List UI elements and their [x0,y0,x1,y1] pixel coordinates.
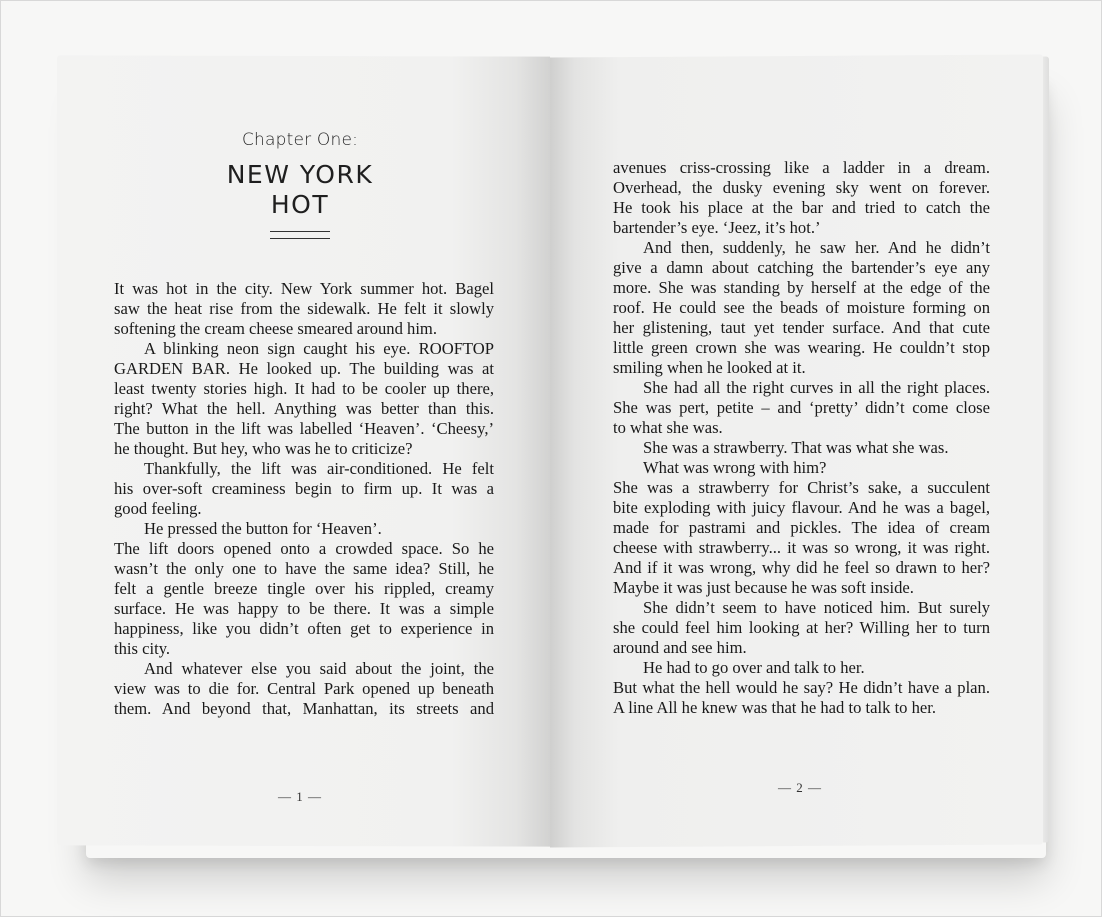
text-line: saw the heat rise from the sidewalk. He felt it slowly [114,299,494,318]
text-line: made for pastrami and pickles. The idea of cream [613,518,990,537]
text-line: He took his place at the bar and tried to catch the [613,198,990,217]
text-line: The lift doors opened onto a crowded space. So he [114,539,494,558]
text-line: she could feel him looking at her? Willing her to turn [613,618,990,637]
text-line: softening the cream cheese smeared around him. [114,319,437,338]
chapter-ornament-rule [270,231,330,239]
text-line: GARDEN BAR. He looked up. The building was at [114,359,494,378]
text-line: more. She was standing by herself at the edge of the [613,278,990,297]
text-line: Thankfully, the lift was air-conditioned. He felt [144,459,494,478]
text-line: roof. He could see the beads of moisture forming on [613,298,990,317]
page-number-right: — 2 — [778,780,822,795]
text-line: Maybe it was just because he was soft inside. [613,578,914,597]
text-line: he thought. But hey, who was he to criticize? [114,439,413,458]
text-line: avenues criss-crossing like a ladder in a dream. [613,158,990,177]
text-line: felt a gentle breeze tingle over his rippled, creamy [114,579,494,598]
text-line: He had to go over and talk to her. [643,658,865,677]
text-line: least twenty stories high. It had to be cooler up there, [114,379,494,398]
text-line: surface. He was happy to be there. It was a simple [114,599,494,618]
text-line: little green crown she was wearing. He couldn’t stop [613,338,990,357]
chapter-label: Chapter One: [241,130,359,150]
text-line: give a damn about catching the bartender’s eye any [613,258,990,277]
text-line: And if it was wrong, why did he feel so drawn to her? [613,558,990,577]
text-line: A line All he knew was that he had to talk to her. [613,698,937,717]
text-line: view was to die for. Central Park opened up beneath [114,679,494,698]
text-line: She had all the right curves in all the right places. [643,378,990,397]
chapter-heading [200,130,400,239]
text-line: good feeling. [114,499,202,518]
text-line: this city. [114,639,171,658]
text-line: And whatever else you said about the joint, the [144,659,494,678]
text-line: to what she was. [613,418,723,437]
text-line: She was pert, petite – and ‘pretty’ didn’t come close [613,398,990,417]
text-line: bite exploding with juicy flavour. And he was a bagel, [613,498,990,517]
text-line: smiling when he looked at it. [613,358,806,377]
text-line: Overhead, the dusky evening sky went on forever. [613,178,990,197]
text-line: But what the hell would he say? He didn’t have a plan. [613,678,990,697]
page-number-left: — 1 — [278,789,322,804]
text-line: She was a strawberry for Christ’s sake, a succulent [613,478,990,497]
text-line: his over-soft creaminess begin to firm up. It was a [114,479,494,498]
text-line: What was wrong with him? [643,458,827,477]
text-line: bartender’s eye. ‘Jeez, it’s hot.’ [613,218,821,237]
text-line: She didn’t seem to have noticed him. But surely [643,598,990,617]
left-page-body-text [114,279,494,719]
text-line: happiness, like you didn’t often get to experience in [114,619,494,638]
text-line: right? What the hell. Anything was better than this. [114,399,494,418]
text-line: And then, suddenly, he saw her. And he didn’t [643,238,990,257]
page-edge [1043,56,1049,842]
text-line: cheese with strawberry... it was so wrong, it was right. [613,538,990,557]
text-line: A blinking neon sign caught his eye. ROOFTOP [144,339,494,358]
text-line: wasn’t the only one to have the same idea? Still, he [114,559,494,578]
text-line: He pressed the button for ‘Heaven’. [144,519,382,538]
text-line: She was a strawberry. That was what she was. [643,438,949,457]
text-line: them. And beyond that, Manhattan, its streets and [114,699,494,718]
text-line: The button in the lift was labelled ‘Heaven’. ‘Cheesy,’ [114,419,494,438]
right-page-body-text [613,158,990,718]
text-line: It was hot in the city. New York summer hot. Bagel [114,279,494,298]
text-line: her glistening, taut yet tender surface. And that cute [613,318,990,337]
chapter-title: NEW YORK HOT [226,160,374,219]
text-line: around and see him. [613,638,747,657]
